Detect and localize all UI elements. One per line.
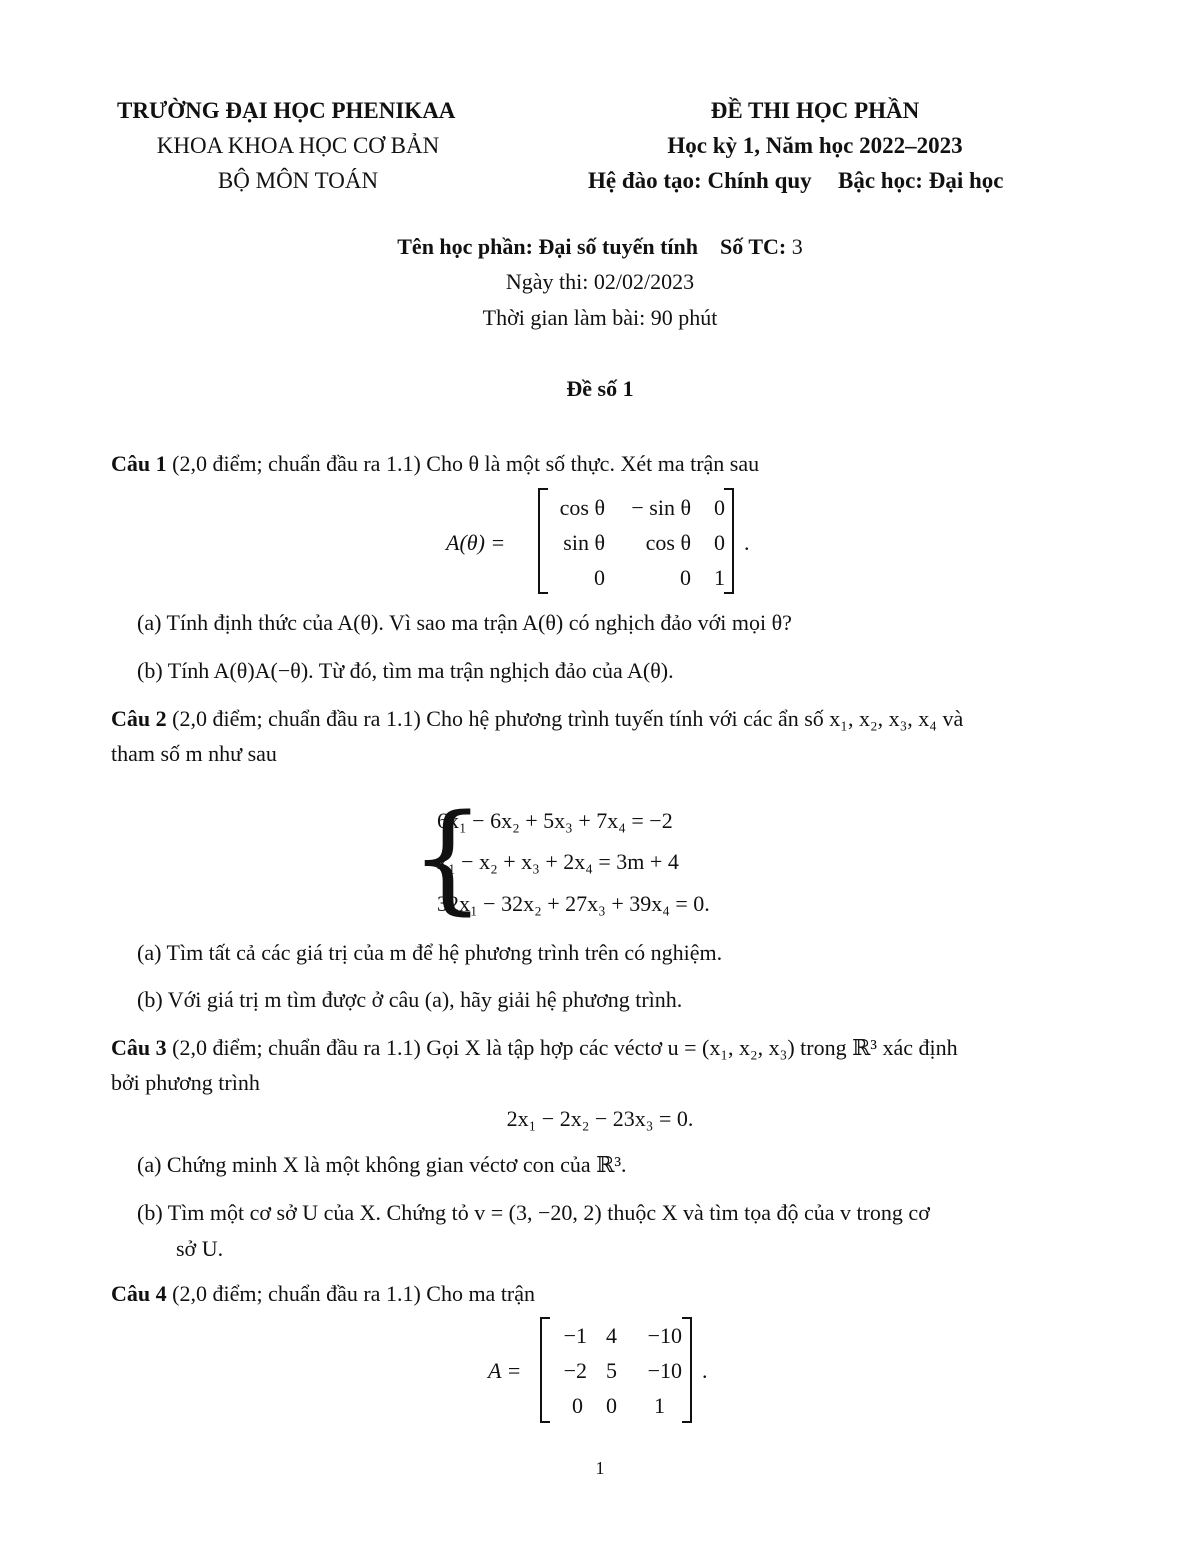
q1-matrix-cell: 0 xyxy=(714,495,725,520)
exam-date: Ngày thi: 02/02/2023 xyxy=(505,269,695,294)
q1-matrix-cell: 0 xyxy=(714,530,725,555)
q1-matrix-cell: cos θ xyxy=(559,495,605,520)
q1-matrix-right-bracket xyxy=(724,488,734,594)
q1-meta: (2,0 điểm; chuẩn đầu ra 1.1) Cho θ là một số thực. Xét ma trận sau xyxy=(172,451,760,476)
q3-meta: (2,0 điểm; chuẩn đầu ra 1.1) Gọi X là tập hợp các véctơ u = (x₁, x₂, x₃) trong ℝ³ xác định xyxy=(172,1035,958,1060)
q1-matrix-period: . xyxy=(744,530,750,555)
exam-code: Đề số 1 xyxy=(566,376,634,401)
exam-duration: Thời gian làm bài: 90 phút xyxy=(482,305,718,330)
q2-equation: 32x₁ − 32x₂ + 27x₃ + 39x₄ = 0. xyxy=(437,891,710,916)
q4-matrix-cell: 1 xyxy=(654,1393,665,1418)
q1-matrix-cell: − sin θ xyxy=(631,495,691,520)
training-type: Hệ đào tạo: Chính quy xyxy=(588,168,812,193)
q2-part-a: (a) Tìm tất cả các giá trị của m để hệ phương trình trên có nghiệm. xyxy=(137,940,723,965)
q4-matrix-cell: −2 xyxy=(563,1358,587,1383)
q1-matrix-lhs: A(θ) = xyxy=(446,530,506,555)
q2-label: Câu 2 xyxy=(111,706,167,731)
q4-meta: (2,0 điểm; chuẩn đầu ra 1.1) Cho ma trận xyxy=(172,1281,536,1306)
q4-matrix-period: . xyxy=(702,1358,708,1383)
q1-matrix-cell: 0 xyxy=(680,565,691,590)
q2-intro xyxy=(111,706,963,732)
q1-part-a: (a) Tính định thức của A(θ). Vì sao ma trận A(θ) có nghịch đảo với mọi θ? xyxy=(137,610,792,635)
q1-part-b: (b) Tính A(θ)A(−θ). Từ đó, tìm ma trận nghịch đảo của A(θ). xyxy=(137,658,674,683)
q2-system-brace: { xyxy=(410,788,486,926)
q4-matrix-right-bracket xyxy=(682,1317,692,1423)
credits-label: Số TC: xyxy=(720,234,787,259)
q3-label: Câu 3 xyxy=(111,1035,167,1060)
q2-meta: (2,0 điểm; chuẩn đầu ra 1.1) Cho hệ phương trình tuyến tính với các ẩn số x₁, x₂, x₃, x₄ và xyxy=(172,706,964,731)
q3-part-a: (a) Chứng minh X là một không gian véctơ con của ℝ³. xyxy=(137,1152,627,1177)
q1-matrix-cell: 0 xyxy=(594,565,605,590)
q4-matrix-cell: 5 xyxy=(606,1358,617,1383)
semester: Học kỳ 1, Năm học 2022–2023 xyxy=(667,133,963,158)
page-number: 1 xyxy=(595,1458,605,1478)
q1-matrix-cell: 1 xyxy=(714,565,725,590)
exam-title: ĐỀ THI HỌC PHẦN xyxy=(710,98,920,123)
q4-matrix-cell: 0 xyxy=(572,1393,583,1418)
q2-equation: 6x₁ − 6x₂ + 5x₃ + 7x₄ = −2 xyxy=(437,808,673,833)
credits-value: 3 xyxy=(791,234,803,259)
course-line xyxy=(397,234,802,260)
q1-label: Câu 1 xyxy=(111,451,167,476)
q4-label: Câu 4 xyxy=(111,1281,167,1306)
q1-intro xyxy=(111,451,759,477)
faculty-name: KHOA KHOA HỌC CƠ BẢN xyxy=(156,133,440,158)
q3-intro-cont: bởi phương trình xyxy=(111,1070,260,1095)
q4-matrix-cell: 4 xyxy=(606,1323,617,1348)
q4-matrix-cell: −10 xyxy=(647,1358,682,1383)
q1-matrix-cell: sin θ xyxy=(563,530,605,555)
department-name: BỘ MÔN TOÁN xyxy=(217,168,379,193)
university-name: TRƯỜNG ĐẠI HỌC PHENIKAA xyxy=(117,98,456,123)
q3-intro xyxy=(111,1035,958,1061)
q1-matrix-cell: cos θ xyxy=(645,530,691,555)
course-name: Tên học phần: Đại số tuyến tính xyxy=(397,234,699,259)
education-level: Bậc học: Đại học xyxy=(838,168,1004,193)
q3-part-b-cont: sở U. xyxy=(176,1236,224,1261)
q4-matrix-cell: 0 xyxy=(606,1393,617,1418)
q3-part-b: (b) Tìm một cơ sở U của X. Chứng tỏ v = (3, −20, 2) thuộc X và tìm tọa độ của v trong cơ xyxy=(137,1200,930,1225)
q4-matrix-lhs: A = xyxy=(488,1358,522,1383)
q2-part-b: (b) Với giá trị m tìm được ở câu (a), hãy giải hệ phương trình. xyxy=(137,987,683,1012)
q4-matrix-cell: −10 xyxy=(647,1323,682,1348)
q4-matrix-cell: −1 xyxy=(563,1323,587,1348)
q3-equation: 2x₁ − 2x₂ − 23x₃ = 0. xyxy=(506,1106,694,1131)
q2-intro-cont: tham số m như sau xyxy=(111,741,277,766)
q4-intro xyxy=(111,1281,535,1307)
q2-equation: x₁ − x₂ + x₃ + 2x₄ = 3m + 4 xyxy=(437,849,679,874)
